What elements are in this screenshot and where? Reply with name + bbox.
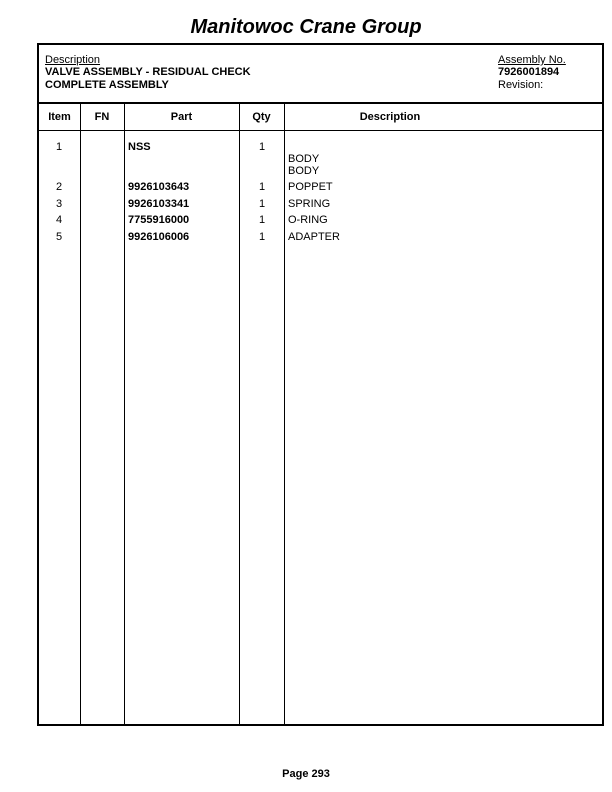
column-header-part: Part — [170, 111, 193, 123]
row-description: BODY — [288, 153, 320, 165]
row-qty: 1 — [258, 198, 266, 210]
column-divider — [284, 104, 285, 724]
row-item: 3 — [55, 198, 63, 210]
row-part: 7755916000 — [128, 214, 190, 226]
assembly-number-label: Assembly No. — [498, 54, 566, 66]
revision-label: Revision: — [498, 79, 544, 91]
column-header-description: Description — [359, 111, 421, 123]
row-part: 9926106006 — [128, 231, 190, 243]
row-part: NSS — [128, 141, 151, 153]
row-item: 5 — [55, 231, 63, 243]
row-item: 4 — [55, 214, 63, 226]
column-header-fn: FN — [94, 111, 110, 123]
row-item: 2 — [55, 181, 63, 193]
row-part: 9926103643 — [128, 181, 190, 193]
row-qty: 1 — [258, 214, 266, 226]
parts-list-frame — [37, 43, 604, 726]
assembly-block — [498, 54, 566, 92]
description-line-2: COMPLETE ASSEMBLY — [45, 79, 169, 91]
column-divider — [239, 104, 240, 724]
assembly-header — [39, 45, 602, 104]
company-title: Manitowoc Crane Group — [190, 16, 422, 38]
row-description: O-RING — [288, 214, 328, 226]
row-description: SPRING — [288, 198, 331, 210]
row-qty: 1 — [258, 231, 266, 243]
row-part: 9926103341 — [128, 198, 190, 210]
column-divider — [124, 104, 125, 724]
assembly-number: 7926001894 — [498, 66, 560, 78]
row-description: ADAPTER — [288, 231, 340, 243]
row-qty: 1 — [258, 181, 266, 193]
description-line-1: VALVE ASSEMBLY - RESIDUAL CHECK — [45, 66, 251, 78]
description-label: Description — [45, 54, 101, 66]
column-header-item: Item — [48, 111, 71, 123]
row-description: BODY — [288, 165, 320, 177]
column-divider — [80, 104, 81, 724]
page-number: Page 293 — [282, 768, 330, 780]
row-qty: 1 — [258, 141, 266, 153]
row-item: 1 — [55, 141, 63, 153]
row-description: POPPET — [288, 181, 333, 193]
description-block — [45, 54, 251, 92]
column-header-qty: Qty — [252, 111, 271, 123]
